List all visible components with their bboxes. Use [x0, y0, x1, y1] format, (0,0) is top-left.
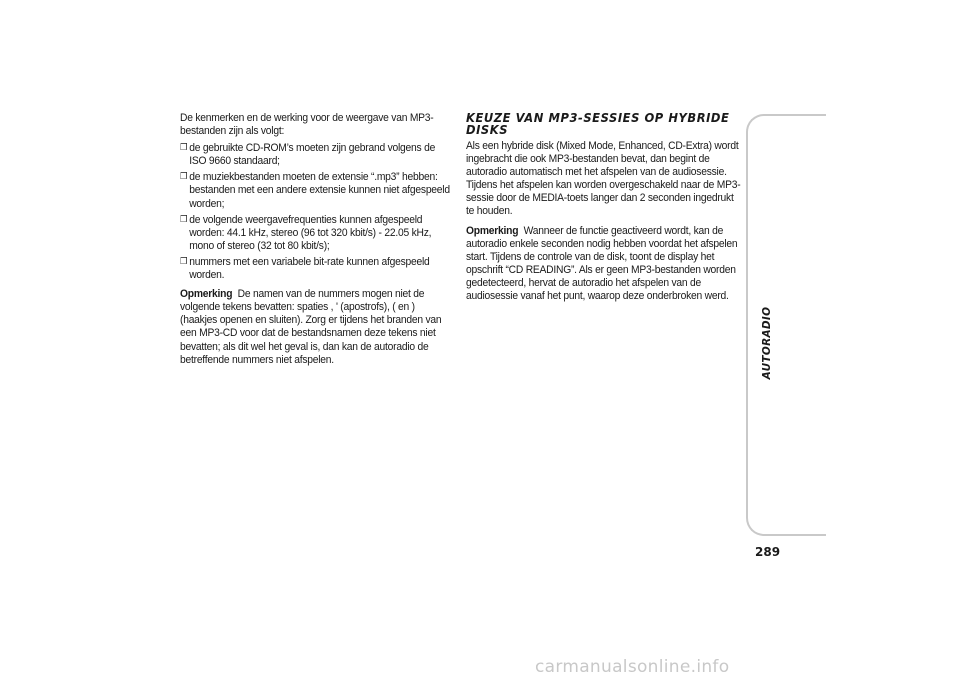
note-paragraph [180, 288, 454, 367]
page-number: 289 [755, 545, 781, 559]
bullet-item [180, 142, 454, 168]
note-label: Opmerking [466, 224, 519, 237]
note-text: De namen van de nummers mogen niet de volgende tekens bevatten: spaties , ' (apostrofs), ( en ) (haakjes openen en sluiten). Zorg er tijdens het branden van een MP3-CD voor dat de bestandsnamen deze tekens niet bevatten; als dit wel het geval is, dan kan de autoradio de betreffende nummers niet afspelen. [180, 288, 442, 366]
chapter-label-text: AUTORADIO [761, 306, 773, 380]
section-heading: KEUZE VAN MP3-SESSIES OP HYBRIDE DISKS [466, 110, 730, 137]
bullet-item [180, 256, 454, 282]
bullet-text: de gebruikte CD-ROM’s moeten zijn gebrand volgens de ISO 9660 standaard; [189, 142, 436, 168]
left-column [180, 112, 454, 367]
bullet-item [180, 171, 454, 210]
watermark: carmanualsonline.info [535, 657, 730, 677]
note-label: Opmerking [180, 288, 233, 301]
bullet-text: nummers met een variabele bit-rate kunnen afgespeeld worden. [189, 255, 430, 282]
bullet-item [180, 214, 454, 253]
chapter-label [752, 303, 782, 383]
checkbox-bullet-icon: ❒ [180, 213, 188, 224]
note-text: Wanneer de functie geactiveerd wordt, kan de autoradio enkele seconden nodig hebben voordat het afspelen start. Tijdens de controle van de disk, toont de display het opschrift “CD READING”. Als er geen MP3-bestanden worden gedetecteerd, hervat de autoradio het afspelen van de audiosessie vanaf het punt, waarop deze onderbroken werd. [466, 224, 738, 303]
body-paragraph: Als een hybride disk (Mixed Mode, Enhanced, CD-Extra) wordt ingebracht die ook MP3-bestanden bevat, dan begint de autoradio automatisch met het afspelen van de audiosessie. Tijdens het afspelen kan worden overgeschakeld naar de MP3-sessie door de MEDIA-toets langer dan 2 seconden ingedrukt te houden. [466, 140, 741, 218]
note-paragraph [466, 225, 742, 304]
checkbox-bullet-icon: ❒ [180, 142, 188, 153]
checkbox-bullet-icon: ❒ [180, 255, 188, 266]
right-column [466, 112, 742, 303]
bullet-text: de volgende weergavefrequenties kunnen afgespeeld worden: 44.1 kHz, stereo (96 tot 320 kbit/s) - 22.05 kHz, mono of stereo (32 tot 80 kbit/s); [189, 213, 432, 252]
intro-paragraph: De kenmerken en de werking voor de weergave van MP3-bestanden zijn als volgt: [180, 112, 434, 138]
checkbox-bullet-icon: ❒ [180, 171, 188, 182]
bullet-text: de muziekbestanden moeten de extensie “.mp3” hebben: bestanden met een andere extensie kunnen niet afgespeeld worden; [189, 171, 450, 210]
